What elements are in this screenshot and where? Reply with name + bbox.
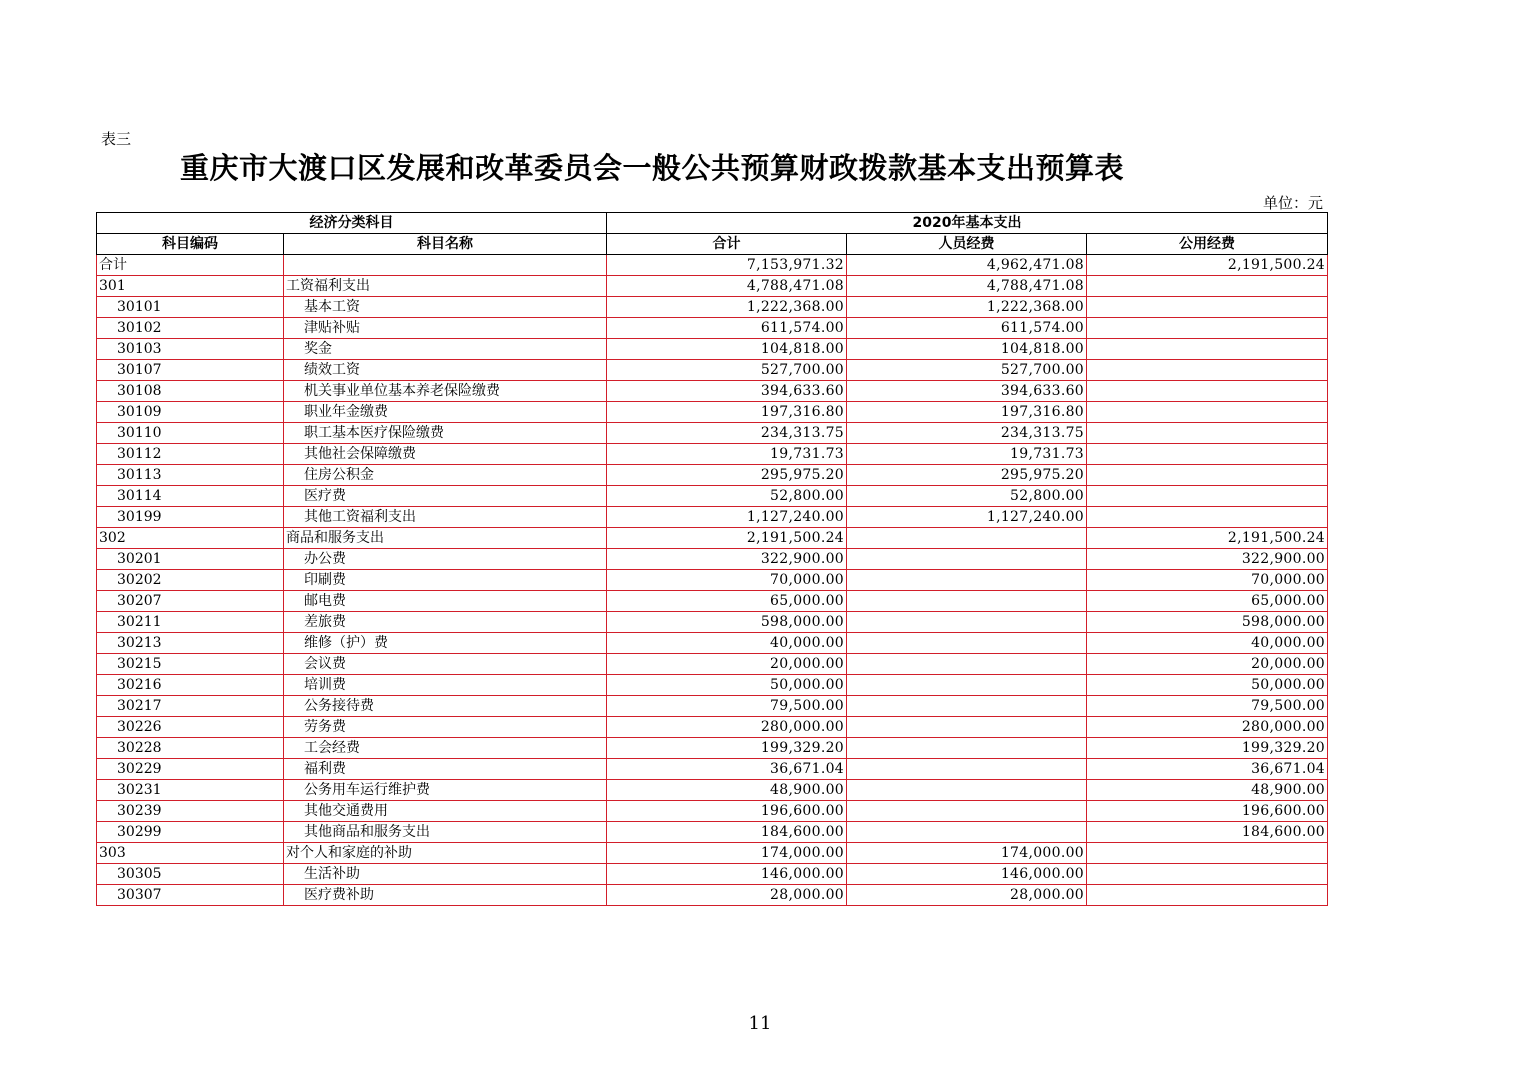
cell-name (284, 255, 607, 276)
header-code: 科目编码 (97, 234, 284, 255)
table-row (97, 444, 1328, 465)
cell-personnel: 4,788,471.08 (847, 276, 1087, 297)
cell-personnel: 146,000.00 (847, 864, 1087, 885)
budget-table (96, 212, 1328, 906)
table-row (97, 528, 1328, 549)
cell-name: 医疗费补助 (284, 885, 607, 906)
cell-name: 津贴补贴 (284, 318, 607, 339)
cell-public (1087, 339, 1328, 360)
cell-public: 280,000.00 (1087, 717, 1328, 738)
table-row (97, 549, 1328, 570)
cell-total: 19,731.73 (607, 444, 847, 465)
cell-personnel (847, 822, 1087, 843)
cell-total: 2,191,500.24 (607, 528, 847, 549)
cell-personnel: 28,000.00 (847, 885, 1087, 906)
cell-personnel: 1,127,240.00 (847, 507, 1087, 528)
table-row (97, 402, 1328, 423)
cell-code: 30108 (97, 381, 284, 402)
cell-personnel (847, 612, 1087, 633)
cell-total: 48,900.00 (607, 780, 847, 801)
cell-personnel: 527,700.00 (847, 360, 1087, 381)
table-row (97, 381, 1328, 402)
cell-total: 52,800.00 (607, 486, 847, 507)
cell-name: 福利费 (284, 759, 607, 780)
table-row (97, 612, 1328, 633)
cell-public (1087, 864, 1328, 885)
cell-name: 工资福利支出 (284, 276, 607, 297)
cell-code: 30216 (97, 675, 284, 696)
cell-total: 7,153,971.32 (607, 255, 847, 276)
header-public: 公用经费 (1087, 234, 1328, 255)
cell-public: 2,191,500.24 (1087, 255, 1328, 276)
cell-name: 培训费 (284, 675, 607, 696)
cell-code: 303 (97, 843, 284, 864)
table-row (97, 843, 1328, 864)
cell-code: 30109 (97, 402, 284, 423)
table-row (97, 297, 1328, 318)
cell-total: 611,574.00 (607, 318, 847, 339)
cell-total: 234,313.75 (607, 423, 847, 444)
cell-public (1087, 885, 1328, 906)
cell-public: 36,671.04 (1087, 759, 1328, 780)
cell-public: 48,900.00 (1087, 780, 1328, 801)
cell-code: 30226 (97, 717, 284, 738)
table-row (97, 360, 1328, 381)
cell-personnel (847, 675, 1087, 696)
cell-personnel (847, 696, 1087, 717)
cell-code: 302 (97, 528, 284, 549)
cell-name: 劳务费 (284, 717, 607, 738)
cell-name: 会议费 (284, 654, 607, 675)
cell-code: 30217 (97, 696, 284, 717)
cell-total: 1,127,240.00 (607, 507, 847, 528)
cell-personnel: 19,731.73 (847, 444, 1087, 465)
cell-code: 30114 (97, 486, 284, 507)
cell-public (1087, 318, 1328, 339)
cell-personnel (847, 654, 1087, 675)
cell-public: 50,000.00 (1087, 675, 1328, 696)
table-row (97, 696, 1328, 717)
cell-name: 公务用车运行维护费 (284, 780, 607, 801)
cell-public: 2,191,500.24 (1087, 528, 1328, 549)
cell-code: 30103 (97, 339, 284, 360)
table-row (97, 738, 1328, 759)
cell-personnel: 295,975.20 (847, 465, 1087, 486)
table-label: 表三 (101, 130, 132, 148)
table-row (97, 423, 1328, 444)
table-row (97, 822, 1328, 843)
cell-total: 197,316.80 (607, 402, 847, 423)
cell-personnel (847, 570, 1087, 591)
table-row (97, 570, 1328, 591)
cell-personnel (847, 549, 1087, 570)
cell-total: 322,900.00 (607, 549, 847, 570)
table-row (97, 633, 1328, 654)
cell-name: 邮电费 (284, 591, 607, 612)
table-body (97, 255, 1328, 906)
cell-name: 住房公积金 (284, 465, 607, 486)
cell-public (1087, 276, 1328, 297)
cell-public: 65,000.00 (1087, 591, 1328, 612)
table-row (97, 885, 1328, 906)
cell-code: 30102 (97, 318, 284, 339)
cell-public (1087, 360, 1328, 381)
cell-public: 70,000.00 (1087, 570, 1328, 591)
cell-personnel (847, 738, 1087, 759)
table-row (97, 465, 1328, 486)
header-total: 合计 (607, 234, 847, 255)
table-row (97, 654, 1328, 675)
cell-total: 146,000.00 (607, 864, 847, 885)
cell-public (1087, 297, 1328, 318)
page-number: 11 (748, 1013, 772, 1034)
cell-code: 30113 (97, 465, 284, 486)
cell-name: 维修（护）费 (284, 633, 607, 654)
cell-personnel (847, 528, 1087, 549)
cell-name: 工会经费 (284, 738, 607, 759)
cell-public: 79,500.00 (1087, 696, 1328, 717)
table-row (97, 591, 1328, 612)
cell-public: 20,000.00 (1087, 654, 1328, 675)
cell-total: 79,500.00 (607, 696, 847, 717)
cell-public (1087, 486, 1328, 507)
header-personnel: 人员经费 (847, 234, 1087, 255)
cell-public: 184,600.00 (1087, 822, 1328, 843)
cell-total: 295,975.20 (607, 465, 847, 486)
cell-personnel: 4,962,471.08 (847, 255, 1087, 276)
cell-name: 对个人和家庭的补助 (284, 843, 607, 864)
header-group-economic-classification: 经济分类科目 (97, 213, 607, 234)
cell-code: 30305 (97, 864, 284, 885)
cell-code: 30239 (97, 801, 284, 822)
table-row (97, 864, 1328, 885)
cell-personnel (847, 780, 1087, 801)
cell-personnel (847, 633, 1087, 654)
cell-public (1087, 843, 1328, 864)
cell-total: 70,000.00 (607, 570, 847, 591)
unit-label: 单位：元 (1262, 194, 1323, 212)
cell-code: 301 (97, 276, 284, 297)
table-row (97, 486, 1328, 507)
cell-personnel: 52,800.00 (847, 486, 1087, 507)
cell-public: 40,000.00 (1087, 633, 1328, 654)
cell-public: 598,000.00 (1087, 612, 1328, 633)
cell-name: 奖金 (284, 339, 607, 360)
cell-name: 其他交通费用 (284, 801, 607, 822)
cell-code: 30112 (97, 444, 284, 465)
cell-name: 差旅费 (284, 612, 607, 633)
cell-total: 598,000.00 (607, 612, 847, 633)
cell-name: 职工基本医疗保险缴费 (284, 423, 607, 444)
cell-total: 28,000.00 (607, 885, 847, 906)
cell-code: 30207 (97, 591, 284, 612)
cell-total: 199,329.20 (607, 738, 847, 759)
cell-public: 199,329.20 (1087, 738, 1328, 759)
cell-code: 30307 (97, 885, 284, 906)
table-row (97, 759, 1328, 780)
cell-total: 20,000.00 (607, 654, 847, 675)
cell-total: 1,222,368.00 (607, 297, 847, 318)
cell-personnel: 394,633.60 (847, 381, 1087, 402)
cell-name: 职业年金缴费 (284, 402, 607, 423)
table-row (97, 339, 1328, 360)
cell-total: 196,600.00 (607, 801, 847, 822)
cell-total: 174,000.00 (607, 843, 847, 864)
cell-public (1087, 444, 1328, 465)
cell-personnel (847, 759, 1087, 780)
cell-personnel (847, 717, 1087, 738)
cell-name: 其他商品和服务支出 (284, 822, 607, 843)
cell-code: 30202 (97, 570, 284, 591)
cell-name: 医疗费 (284, 486, 607, 507)
cell-code: 30110 (97, 423, 284, 444)
cell-code: 30231 (97, 780, 284, 801)
cell-name: 绩效工资 (284, 360, 607, 381)
cell-total: 527,700.00 (607, 360, 847, 381)
cell-public (1087, 402, 1328, 423)
cell-code: 30201 (97, 549, 284, 570)
cell-total: 65,000.00 (607, 591, 847, 612)
header-name: 科目名称 (284, 234, 607, 255)
cell-code: 30211 (97, 612, 284, 633)
cell-name: 印刷费 (284, 570, 607, 591)
cell-total: 40,000.00 (607, 633, 847, 654)
cell-code: 30229 (97, 759, 284, 780)
table-row (97, 507, 1328, 528)
cell-name: 公务接待费 (284, 696, 607, 717)
cell-personnel (847, 801, 1087, 822)
cell-name: 生活补助 (284, 864, 607, 885)
cell-total: 4,788,471.08 (607, 276, 847, 297)
header-group-basic-expenditure: 2020年基本支出 (607, 213, 1328, 234)
page-title: 重庆市大渡口区发展和改革委员会一般公共预算财政拨款基本支出预算表 (180, 151, 1125, 185)
table-row (97, 780, 1328, 801)
table-row (97, 717, 1328, 738)
cell-total: 184,600.00 (607, 822, 847, 843)
cell-name: 基本工资 (284, 297, 607, 318)
cell-public (1087, 465, 1328, 486)
cell-name: 其他社会保障缴费 (284, 444, 607, 465)
cell-total: 50,000.00 (607, 675, 847, 696)
cell-total: 280,000.00 (607, 717, 847, 738)
cell-code: 30199 (97, 507, 284, 528)
cell-code: 30228 (97, 738, 284, 759)
cell-personnel: 611,574.00 (847, 318, 1087, 339)
cell-code: 30101 (97, 297, 284, 318)
cell-public: 196,600.00 (1087, 801, 1328, 822)
table-row (97, 801, 1328, 822)
table-row (97, 276, 1328, 297)
cell-personnel (847, 591, 1087, 612)
cell-name: 商品和服务支出 (284, 528, 607, 549)
table-header (97, 213, 1328, 255)
cell-personnel: 197,316.80 (847, 402, 1087, 423)
cell-name: 机关事业单位基本养老保险缴费 (284, 381, 607, 402)
cell-code: 30213 (97, 633, 284, 654)
cell-public (1087, 423, 1328, 444)
table-row (97, 255, 1328, 276)
cell-total: 104,818.00 (607, 339, 847, 360)
cell-code: 合计 (97, 255, 284, 276)
cell-public: 322,900.00 (1087, 549, 1328, 570)
cell-name: 办公费 (284, 549, 607, 570)
cell-code: 30299 (97, 822, 284, 843)
cell-personnel: 234,313.75 (847, 423, 1087, 444)
cell-total: 394,633.60 (607, 381, 847, 402)
table-row (97, 675, 1328, 696)
cell-name: 其他工资福利支出 (284, 507, 607, 528)
cell-public (1087, 381, 1328, 402)
cell-public (1087, 507, 1328, 528)
cell-code: 30107 (97, 360, 284, 381)
cell-total: 36,671.04 (607, 759, 847, 780)
cell-personnel: 104,818.00 (847, 339, 1087, 360)
cell-code: 30215 (97, 654, 284, 675)
cell-personnel: 1,222,368.00 (847, 297, 1087, 318)
cell-personnel: 174,000.00 (847, 843, 1087, 864)
table-row (97, 318, 1328, 339)
